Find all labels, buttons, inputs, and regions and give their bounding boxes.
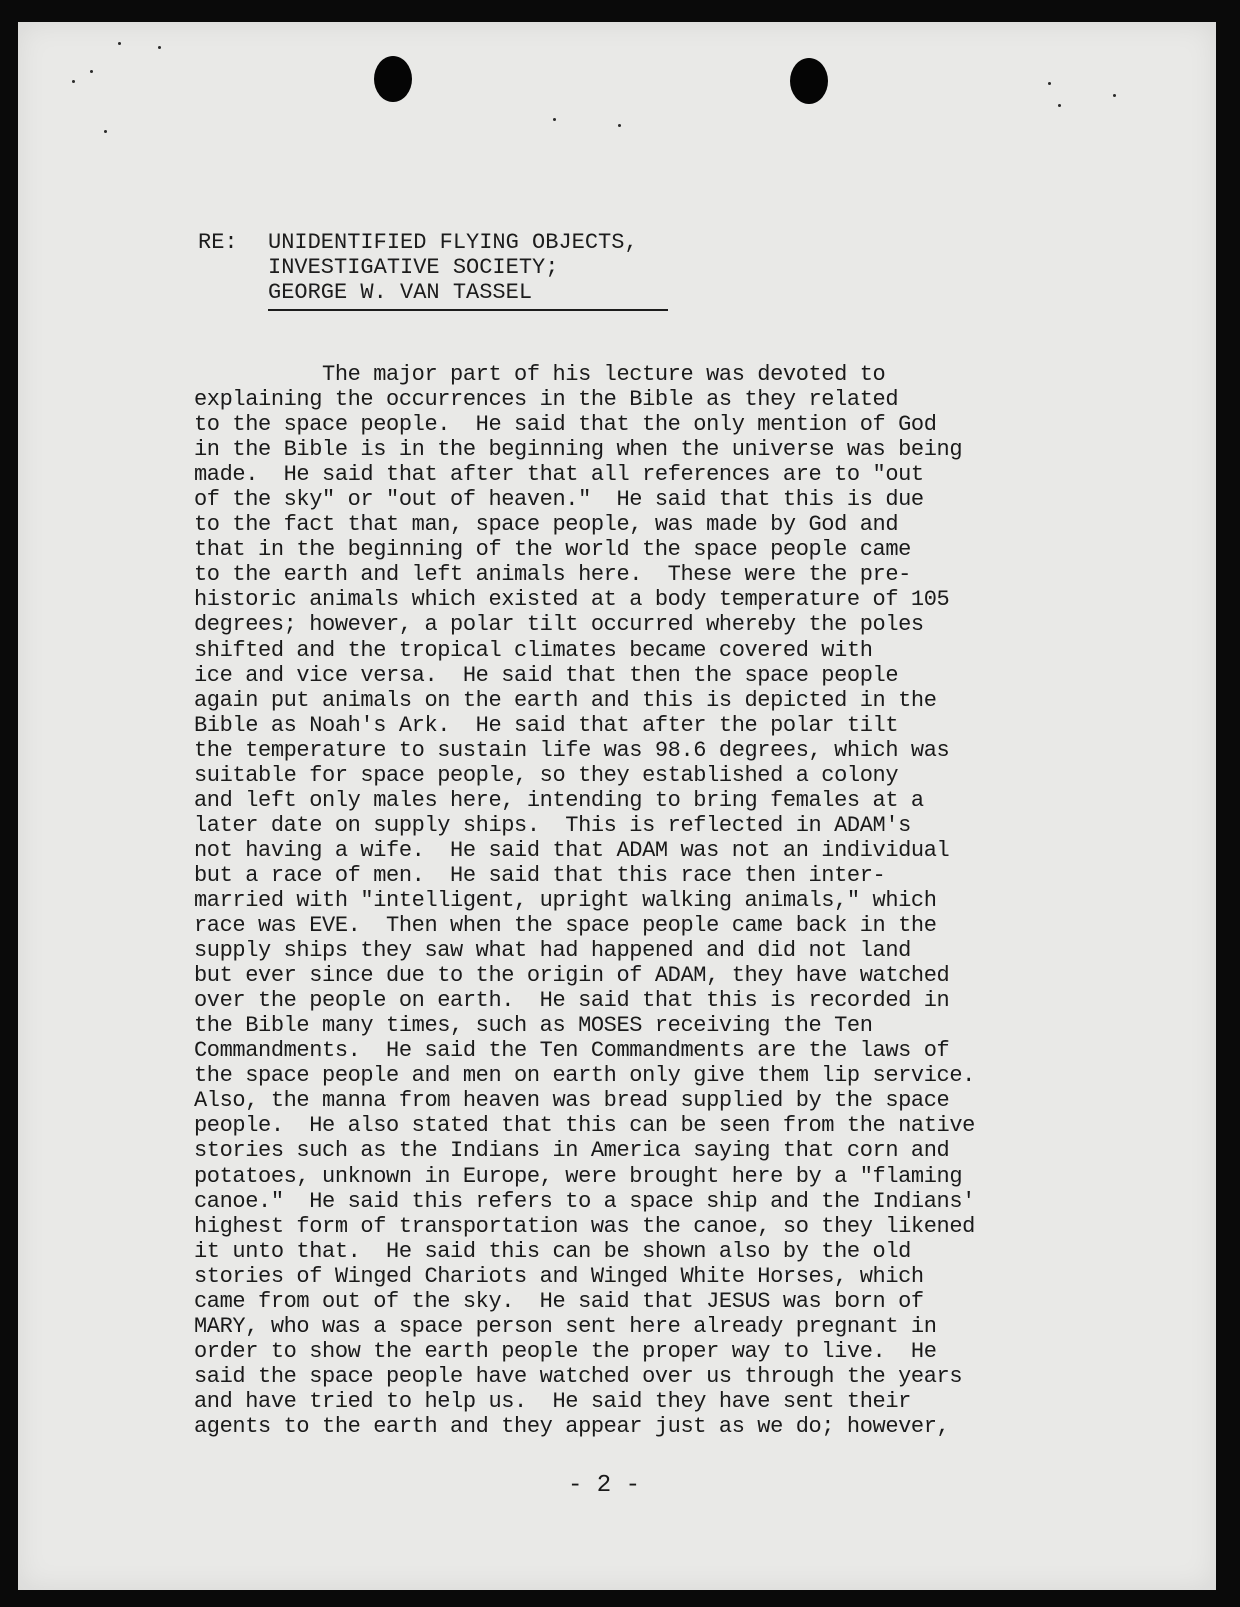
subject-block bbox=[198, 230, 638, 305]
body-line: made. He said that after that all references are to "out bbox=[194, 462, 924, 488]
body-line: ice and vice versa. He said that then the space people bbox=[194, 662, 899, 688]
paper-speck bbox=[618, 124, 621, 127]
body-line: married with "intelligent, upright walking animals," which bbox=[194, 887, 937, 913]
body-line: race was EVE. Then when the space people came back in the bbox=[194, 913, 937, 939]
body-line: MARY, who was a space person sent here already pregnant in bbox=[194, 1313, 937, 1339]
body-line: later date on supply ships. This is reflected in ADAM's bbox=[194, 812, 911, 838]
body-line: said the space people have watched over us through the years bbox=[194, 1363, 963, 1389]
body-line: and left only males here, intending to bring females at a bbox=[194, 787, 924, 813]
binder-hole-right bbox=[790, 58, 828, 104]
subject-line-3: GEORGE W. VAN TASSEL bbox=[268, 280, 533, 305]
body-line: degrees; however, a polar tilt occurred whereby the poles bbox=[194, 612, 924, 638]
paper-speck bbox=[90, 70, 93, 73]
body-line: suitable for space people, so they established a colony bbox=[194, 762, 899, 788]
body-line: and have tried to help us. He said they have sent their bbox=[194, 1388, 911, 1414]
body-line: historic animals which existed at a body temperature of 105 bbox=[194, 587, 950, 613]
subject-label: RE: bbox=[198, 230, 238, 255]
subject-underline bbox=[268, 309, 668, 311]
body-line: again put animals on the earth and this is depicted in the bbox=[194, 687, 937, 713]
paper-speck bbox=[118, 42, 121, 45]
subject-line-2: INVESTIGATIVE SOCIETY; bbox=[268, 255, 559, 280]
body-line: came from out of the sky. He said that JESUS was born of bbox=[194, 1288, 924, 1314]
body-line: stories of Winged Chariots and Winged White Horses, which bbox=[194, 1263, 924, 1289]
body-line: to the earth and left animals here. These were the pre- bbox=[194, 562, 911, 588]
body-line: canoe." He said this refers to a space ship and the Indians' bbox=[194, 1188, 975, 1214]
paper-speck bbox=[1113, 94, 1116, 97]
body-line: of the sky" or "out of heaven." He said that this is due bbox=[194, 487, 924, 513]
body-line: it unto that. He said this can be shown also by the old bbox=[194, 1238, 911, 1264]
body-line: shifted and the tropical climates became covered with bbox=[194, 637, 873, 663]
body-line: Commandments. He said the Ten Commandments are the laws of bbox=[194, 1038, 950, 1064]
paper-speck bbox=[553, 118, 556, 121]
body-line: order to show the earth people the proper way to live. He bbox=[194, 1338, 937, 1364]
paper-speck bbox=[72, 80, 75, 83]
body-line: supply ships they saw what had happened and did not land bbox=[194, 938, 911, 964]
body-line: not having a wife. He said that ADAM was not an individual bbox=[194, 837, 950, 863]
body-line: but ever since due to the origin of ADAM, they have watched bbox=[194, 963, 950, 989]
body-line: over the people on earth. He said that this is recorded in bbox=[194, 988, 950, 1014]
paper-speck bbox=[158, 46, 161, 49]
body-line: the temperature to sustain life was 98.6 degrees, which was bbox=[194, 737, 950, 763]
subject-line-1: UNIDENTIFIED FLYING OBJECTS, bbox=[268, 230, 638, 255]
page-number: - 2 - bbox=[568, 1472, 641, 1499]
body-line: The major part of his lecture was devoted to bbox=[194, 362, 886, 387]
body-paragraph bbox=[194, 362, 1204, 1439]
body-line: but a race of men. He said that this race then inter- bbox=[194, 862, 886, 888]
body-line: Bible as Noah's Ark. He said that after the polar tilt bbox=[194, 712, 899, 738]
body-line: that in the beginning of the world the space people came bbox=[194, 537, 911, 563]
body-line: to the space people. He said that the only mention of God bbox=[194, 412, 937, 438]
body-line: agents to the earth and they appear just as we do; however, bbox=[194, 1413, 950, 1439]
body-line: people. He also stated that this can be seen from the native bbox=[194, 1113, 975, 1139]
paper-speck bbox=[1048, 82, 1051, 85]
body-line: the space people and men on earth only give them lip service. bbox=[194, 1063, 975, 1089]
body-line: in the Bible is in the beginning when the universe was being bbox=[194, 437, 963, 463]
body-line: stories such as the Indians in America saying that corn and bbox=[194, 1138, 950, 1164]
body-line: highest form of transportation was the canoe, so they likened bbox=[194, 1213, 975, 1239]
paper-speck bbox=[104, 130, 107, 133]
paper-speck bbox=[1058, 104, 1061, 107]
body-line: Also, the manna from heaven was bread supplied by the space bbox=[194, 1088, 950, 1114]
body-line: to the fact that man, space people, was made by God and bbox=[194, 512, 899, 538]
body-line: the Bible many times, such as MOSES receiving the Ten bbox=[194, 1013, 873, 1039]
document-page bbox=[18, 22, 1216, 1590]
body-line: explaining the occurrences in the Bible as they related bbox=[194, 387, 899, 413]
body-line: potatoes, unknown in Europe, were brought here by a "flaming bbox=[194, 1163, 963, 1189]
binder-hole-left bbox=[374, 56, 412, 102]
